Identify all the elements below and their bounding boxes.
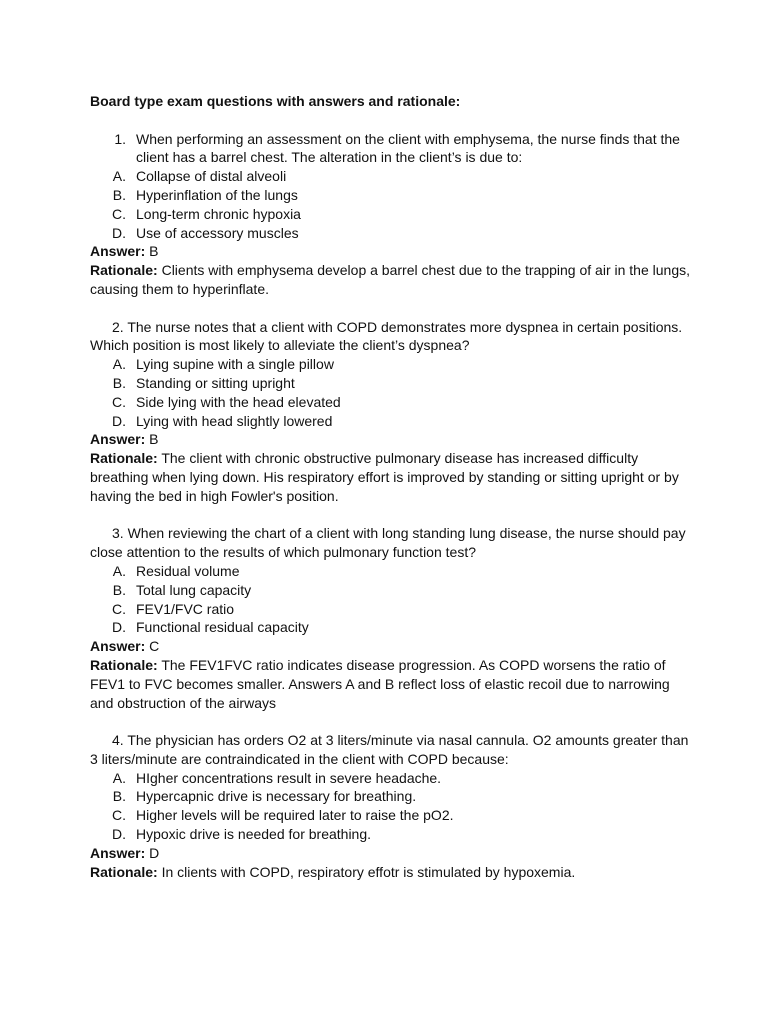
answer-value: B	[149, 431, 159, 448]
answer-value: B	[149, 243, 159, 260]
document-heading: Board type exam questions with answers and rationale:	[90, 93, 461, 109]
option-item: B. Hypercapnic drive is necessary for breathing.	[112, 788, 417, 805]
option-item: C. FEV1/FVC ratio	[112, 600, 235, 617]
rationale-text: The client with chronic obstructive pulmonary disease has increased difficulty breathing when lying down. His respiratory effort is improved by standing or sitting upright or by having the bed in high Fowler's position.	[90, 450, 679, 504]
question-number: 2.	[112, 318, 124, 335]
answer-line	[90, 430, 690, 449]
rationale-text: In clients with COPD, respiratory effotr is stimulated by hypoxemia.	[161, 863, 576, 880]
option-item: D. Hypoxic drive is needed for breathing.	[112, 826, 372, 843]
answer-label: Answer:	[90, 844, 146, 861]
rationale-text: The FEV1FVC ratio indicates disease progression. As COPD worsens the ratio of FEV1 to FVC becomes smaller. Answers A and B reflect loss of elastic recoil due to narrowing and obstruction of the airways	[90, 656, 670, 711]
question-3	[90, 524, 690, 712]
question-number: 1.	[114, 130, 126, 147]
question-stem	[90, 524, 690, 562]
rationale-line	[90, 863, 690, 882]
question-number: 4.	[112, 732, 124, 749]
question-text: When performing an assessment on the client with emphysema, the nurse finds that the client has a barrel chest. The alteration in the client’s is due to:	[136, 130, 680, 166]
answer-label: Answer:	[90, 243, 146, 260]
answer-label: Answer:	[90, 638, 146, 655]
rationale-line	[90, 261, 690, 299]
question-stem	[90, 731, 690, 769]
answer-value: D	[149, 844, 160, 861]
option-item: B. Hyperinflation of the lungs	[112, 186, 298, 203]
question-number: 3.	[112, 525, 124, 542]
option-item: B. Standing or sitting upright	[112, 374, 295, 391]
option-item: D. Functional residual capacity	[112, 619, 309, 636]
answer-label: Answer:	[90, 431, 146, 448]
rationale-line	[90, 449, 690, 505]
option-item: D. Lying with head slightly lowered	[112, 412, 333, 429]
question-text: When reviewing the chart of a client with long standing lung disease, the nurse should pay close attention to the results of which pulmonary function test?	[90, 525, 686, 561]
question-2	[90, 318, 690, 506]
question-stem	[90, 130, 690, 168]
question-1	[90, 130, 690, 299]
document-content	[90, 92, 690, 881]
rationale-label: Rationale:	[90, 656, 158, 673]
option-item: A. Lying supine with a single pillow	[112, 356, 334, 373]
option-item: C. Higher levels will be required later to raise the pO2.	[112, 807, 454, 824]
option-item: A. HIgher concentrations result in severe headache.	[112, 769, 442, 786]
question-text: The physician has orders O2 at 3 liters/minute via nasal cannula. O2 amounts greater than 3 liters/minute are contraindicated in the client with COPD because:	[90, 732, 689, 767]
rationale-text: Clients with emphysema develop a barrel chest due to the trapping of air in the lungs, causing them to hyperinflate.	[90, 262, 690, 297]
option-item: C. Long-term chronic hypoxia	[112, 205, 301, 222]
option-item: D. Use of accessory muscles	[112, 224, 299, 241]
option-item: A. Collapse of distal alveoli	[112, 168, 287, 185]
option-item: C. Side lying with the head elevated	[112, 393, 341, 410]
answer-line	[90, 242, 690, 261]
answer-line	[90, 844, 690, 863]
question-stem	[90, 318, 690, 356]
rationale-label: Rationale:	[90, 262, 158, 279]
option-item: A. Residual volume	[112, 562, 240, 579]
option-item: B. Total lung capacity	[112, 581, 252, 598]
question-text: The nurse notes that a client with COPD demonstrates more dyspnea in certain positions. Which position is most likely to alleviate the client’s dyspnea?	[90, 318, 683, 354]
answer-value: C	[149, 638, 160, 655]
rationale-label: Rationale:	[90, 450, 158, 467]
question-4	[90, 731, 690, 881]
answer-line	[90, 637, 690, 656]
rationale-line	[90, 656, 690, 712]
rationale-label: Rationale:	[90, 863, 158, 880]
